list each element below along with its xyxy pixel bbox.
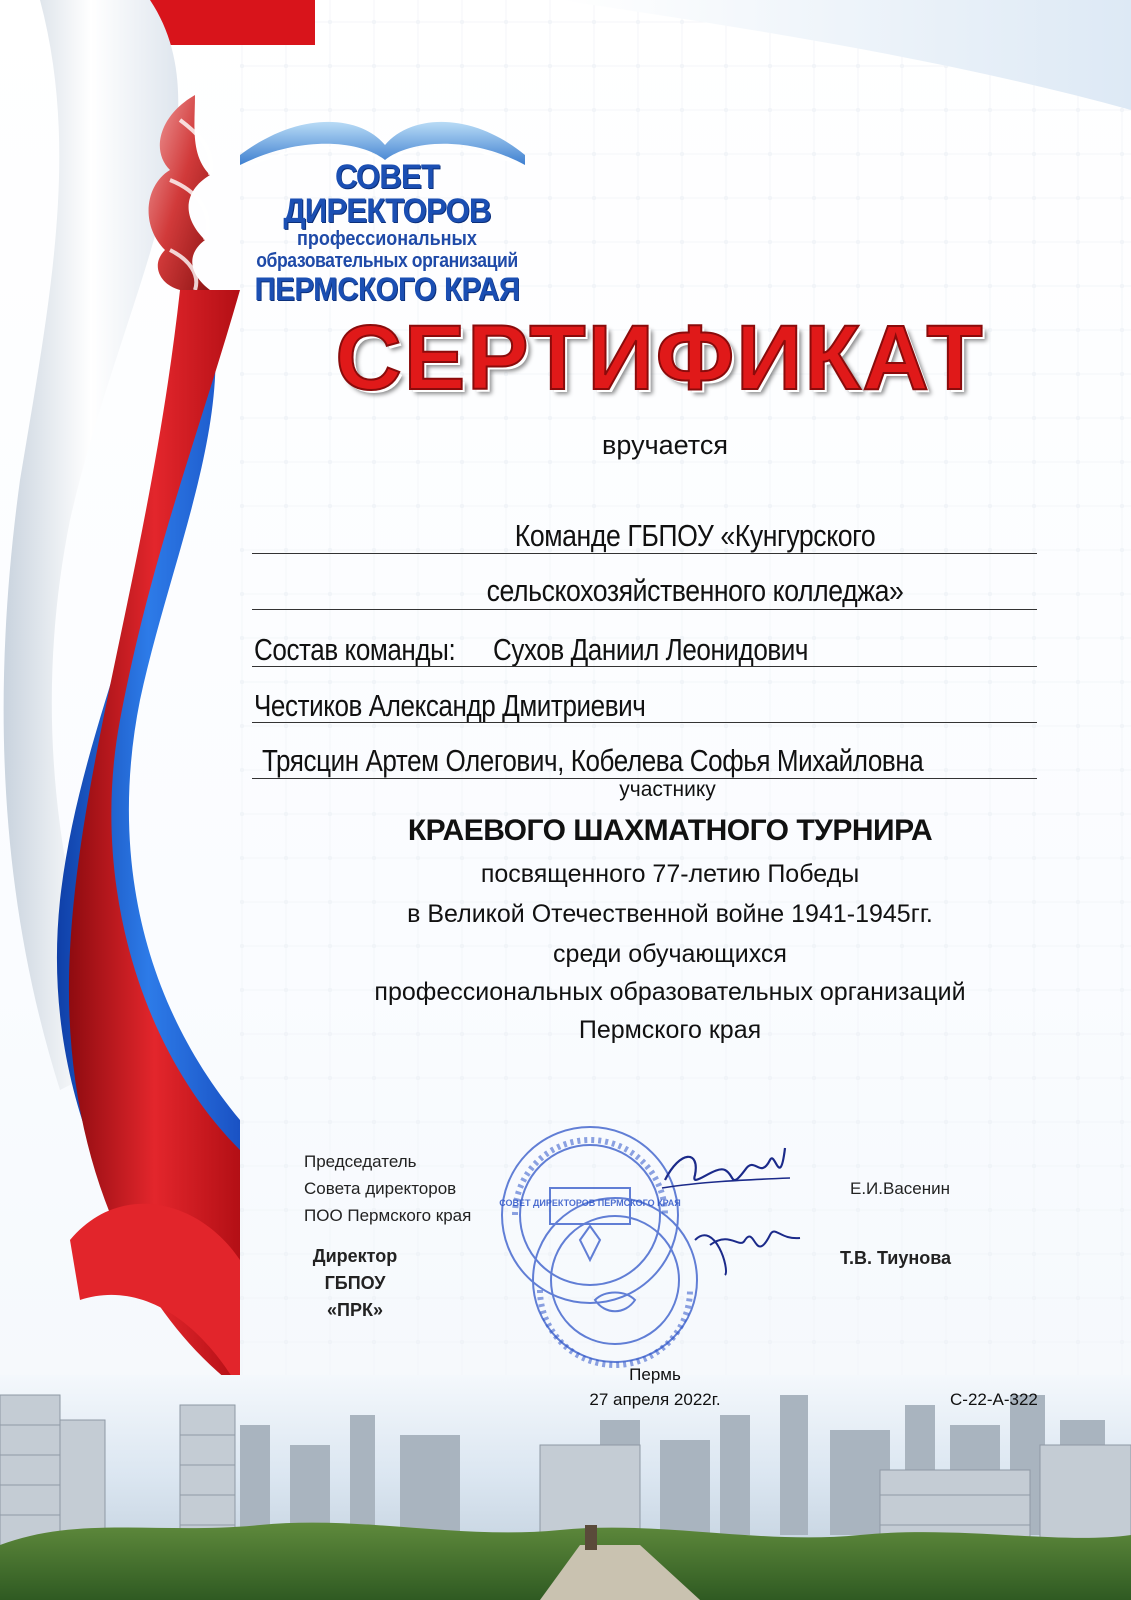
team-member-2: Честиков Александр Дмитриевич [254,688,646,723]
chair-line-1: Председатель [304,1152,417,1171]
event-line-5: Пермского края [578,1016,762,1044]
director-title [300,1243,410,1324]
event-line-2: в Великой Отечественной войне 1941-1945гг. [407,900,933,928]
underline-1 [252,553,1037,554]
chair-title [304,1148,471,1229]
footer-date: 27 апреля 2022г. [589,1390,721,1409]
footer-city: Пермь [629,1365,681,1384]
participant-text: участнику [619,778,716,801]
chair-signature-scribble [660,1140,795,1200]
team-members-3: Трясцин Артем Олегович, Кобелева Софья Михайловна [262,743,924,778]
chair-line-2: Совета директоров [304,1179,457,1198]
team-label: Состав команды: [254,632,456,667]
underline-3 [252,666,1037,667]
event-line-4: профессиональных образовательных организаций [374,978,966,1006]
event-line-1: посвященного 77-летию Победы [480,860,860,888]
logo-line-2: профессиональных [297,228,477,250]
team-member-1: Сухов Даниил Леонидович [493,632,809,667]
director-line-2: ГБПОУ «ПРК» [324,1273,386,1320]
director-line-1: Директор [312,1246,398,1266]
director-name: Т.В. Тиунова [840,1248,952,1268]
council-logo-text [232,160,542,306]
event-title: КРАЕВОГО ШАХМАТНОГО ТУРНИРА [407,814,933,847]
certificate-title: СЕРТИФИКАТ [335,307,985,409]
certificate-number: С-22-А-322 [950,1390,1038,1409]
event-line-3: среди обучающихся [553,940,787,968]
recipient-line-2: сельскохозяйственного колледжа» [486,573,904,608]
logo-line-4: ПЕРМСКОГО КРАЯ [254,271,520,307]
stamp-center-text: СОВЕТ ДИРЕКТОРОВ ПЕРМСКОГО КРАЯ [499,1198,681,1208]
chair-name: Е.И.Васенин [850,1179,951,1198]
chair-line-3: ПОО Пермского края [304,1206,472,1225]
recipient-line-1: Команде ГБПОУ «Кунгурского [514,518,876,553]
director-signature-scribble [685,1210,805,1280]
logo-line-3: образовательных организаций [256,250,518,272]
underline-4 [252,722,1037,723]
awarded-text: вручается [602,430,728,460]
underline-2 [252,609,1037,610]
logo-line-1: СОВЕТ ДИРЕКТОРОВ [283,158,491,230]
